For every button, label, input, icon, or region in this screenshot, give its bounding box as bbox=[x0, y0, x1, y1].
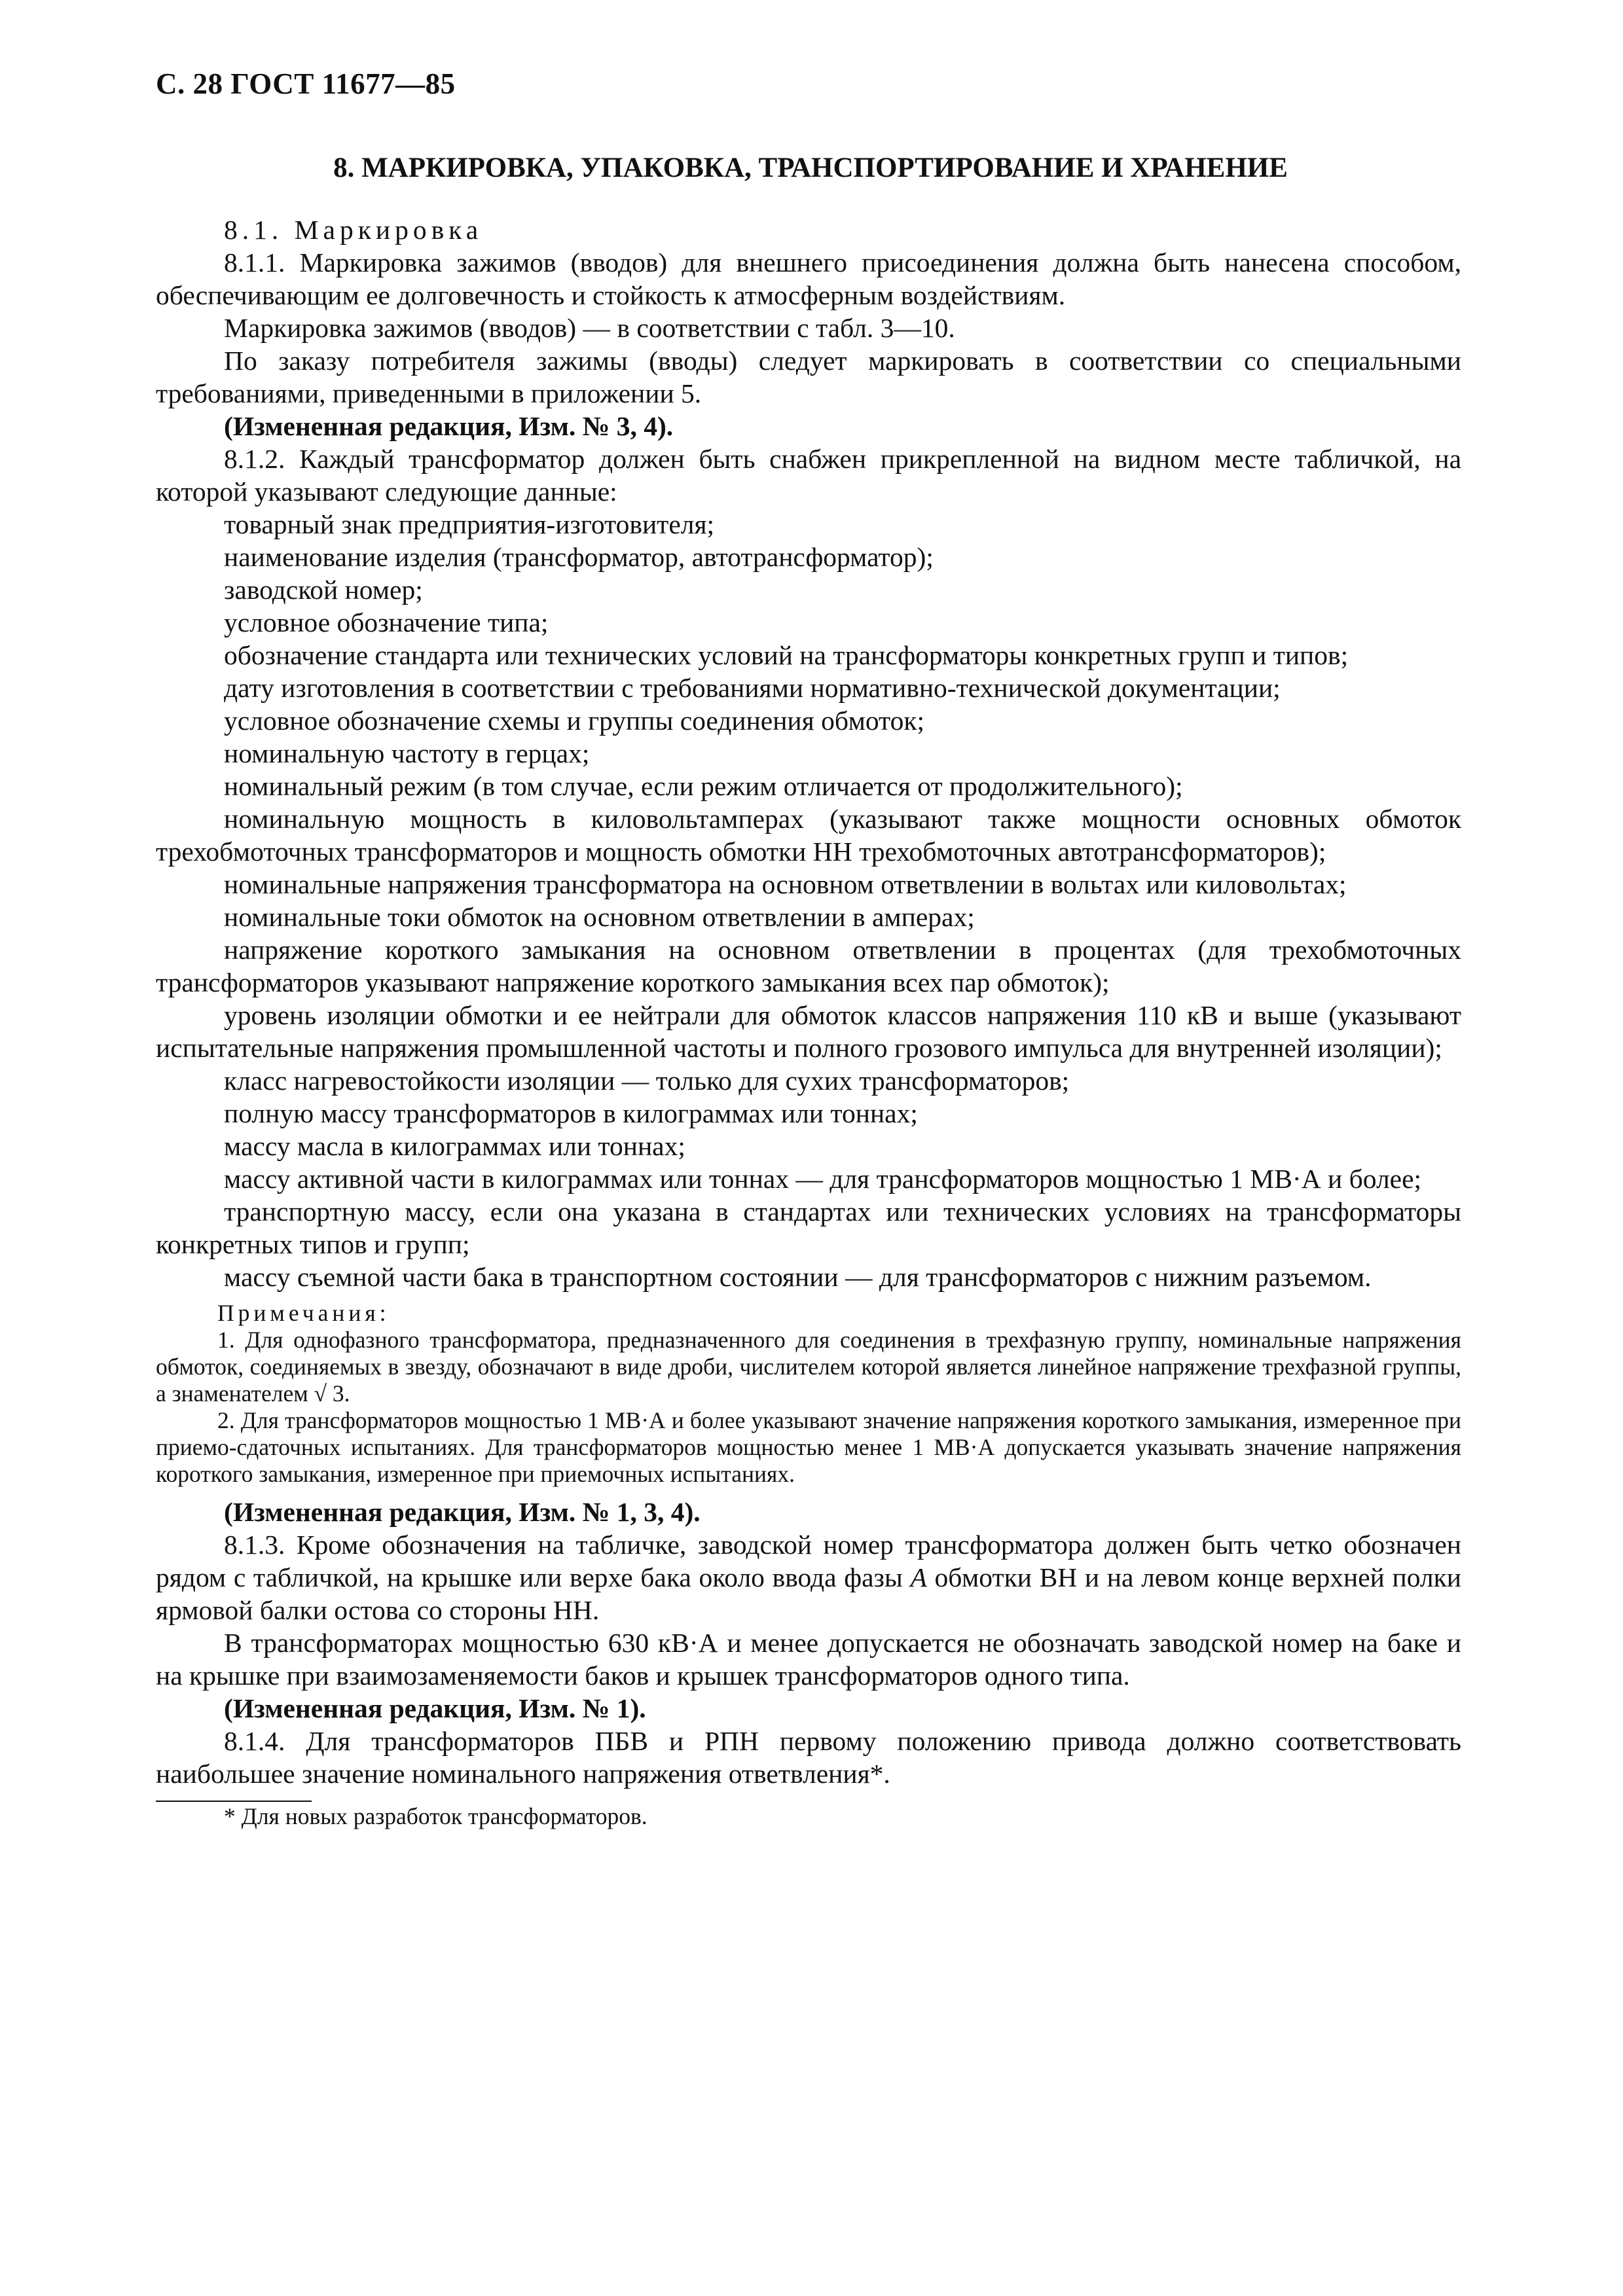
paragraph-customer-order: По заказу потребителя зажимы (вводы) следует маркировать в соответствии со специальными требованиями, приведенными в приложении 5. bbox=[156, 346, 1461, 408]
list-item: обозначение стандарта или технических условий на трансформаторы конкретных групп и типов; bbox=[224, 640, 1349, 670]
paragraph-8-1-3 bbox=[156, 1528, 1461, 1626]
note-item: 2. Для трансформаторов мощностью 1 МВ·А и более указывают значение напряжения короткого замыкания, измеренное при приемо-сдаточных испытаниях. Для трансформаторов мощностью менее 1 МВ·А допускается указывать значение напряжения короткого замыкания, измеренное при приемочных испытаниях. bbox=[156, 1407, 1461, 1487]
list-item: товарный знак предприятия-изготовителя; bbox=[224, 509, 715, 539]
list-item: условное обозначение схемы и группы соединения обмоток; bbox=[224, 706, 925, 736]
list-item: номинальную частоту в герцах; bbox=[224, 738, 590, 768]
section-title: 8. МАРКИРОВКА, УПАКОВКА, ТРАНСПОРТИРОВАНИЕ И ХРАНЕНИЕ bbox=[333, 152, 1288, 183]
paragraph-8-1-1: 8.1.1. Маркировка зажимов (вводов) для внешнего присоединения должна быть нанесена способом, обеспечивающим ее долговечность и стойкость к атмосферным воздействиям. bbox=[156, 247, 1461, 310]
list-item: условное обозначение типа; bbox=[224, 607, 549, 637]
notes-block bbox=[156, 1300, 1461, 1488]
list-item: массу активной части в килограммах или тоннах — для трансформаторов мощностью 1 МВ·А и более; bbox=[224, 1164, 1422, 1194]
list-item: номинальные напряжения трансформатора на основном ответвлении в вольтах или киловольтах; bbox=[224, 869, 1347, 899]
list-item: массу масла в килограммах или тоннах; bbox=[224, 1131, 685, 1161]
change-note: (Измененная редакция, Изм. № 1, 3, 4). bbox=[224, 1497, 701, 1527]
footnote: * Для новых разработок трансформаторов. bbox=[224, 1803, 647, 1829]
list-item: заводской номер; bbox=[224, 575, 423, 605]
list-item: номинальный режим (в том случае, если режим отличается от продолжительного); bbox=[224, 771, 1183, 801]
list-item: класс нагревостойкости изоляции — только для сухих трансформаторов; bbox=[224, 1066, 1070, 1096]
page-header: С. 28 ГОСТ 11677—85 bbox=[156, 67, 456, 100]
nameplate-data-list bbox=[156, 508, 1461, 1293]
notes-title: Примечания: bbox=[217, 1300, 390, 1326]
paragraph-8-1-2: 8.1.2. Каждый трансформатор должен быть снабжен прикрепленной на видном месте табличкой, на которой указывают следующие данные: bbox=[156, 444, 1461, 507]
paragraph-8-1-3-start: 8.1.3. Кроме обозначения на табличке, заводской номер трансформатора должен быть четко обозначен рядом с табличкой, на крышке или верхе бака около ввода фазы bbox=[156, 1530, 1461, 1592]
change-note: (Измененная редакция, Изм. № 1). bbox=[224, 1693, 646, 1723]
list-item: номинальную мощность в киловольтамперах (указывают также мощности основных обмоток трехобмоточных трансформаторов и мощность обмотки НН трехобмоточных автотрансформаторов); bbox=[156, 804, 1461, 867]
list-item: наименование изделия (трансформатор, автотрансформатор); bbox=[224, 542, 934, 572]
paragraph-8-1-4: 8.1.4. Для трансформаторов ПБВ и РПН первому положению привода должно соответствовать наибольшее значение номинального напряжения ответвления*. bbox=[156, 1726, 1461, 1789]
list-item: полную массу трансформаторов в килограммах или тоннах; bbox=[224, 1098, 918, 1128]
list-item: напряжение короткого замыкания на основном ответвлении в процентах (для трехобмоточных трансформаторов указывают напряжение короткого замыкания всех пар обмоток); bbox=[156, 935, 1461, 997]
list-item: дату изготовления в соответствии с требованиями нормативно-технической документации; bbox=[224, 673, 1281, 703]
change-note: (Измененная редакция, Изм. № 3, 4). bbox=[224, 411, 674, 441]
list-item: транспортную массу, если она указана в стандартах или технических условиях на трансформаторы конкретных типов и групп; bbox=[156, 1196, 1461, 1259]
phase-letter: А bbox=[910, 1562, 927, 1592]
paragraph-630-kva: В трансформаторах мощностью 630 кВ·А и менее допускается не обозначать заводской номер на баке и на крышке при взаимозаменяемости баков и крышек трансформаторов одного типа. bbox=[156, 1628, 1461, 1691]
document-body bbox=[156, 213, 1461, 1831]
list-item: уровень изоляции обмотки и ее нейтрали для обмоток классов напряжения 110 кВ и выше (указывают испытательные напряжения промышленной частоты и полного грозового импульса для внутренней изоляции); bbox=[156, 1000, 1461, 1063]
paragraph-8-1-3-end: обмотки ВН и на левом конце верхней полки ярмовой балки остова со стороны НН. bbox=[156, 1562, 1462, 1625]
note-item: 1. Для однофазного трансформатора, предназначенного для соединения в трехфазную группу, номинальные напряжения обмоток, соединяемых в звезду, обозначают в виде дроби, числителем которой является линейное напряжение трехфазной группы, а знаменателем √ 3. bbox=[156, 1327, 1461, 1407]
list-item: номинальные токи обмоток на основном ответвлении в амперах; bbox=[224, 902, 975, 932]
subsection-heading-8-1: 8.1. Маркировка bbox=[224, 215, 483, 245]
list-item: массу съемной части бака в транспортном состоянии — для трансформаторов с нижним разъемом. bbox=[224, 1262, 1372, 1292]
paragraph-marking-reference: Маркировка зажимов (вводов) — в соответствии с табл. 3—10. bbox=[224, 313, 955, 343]
